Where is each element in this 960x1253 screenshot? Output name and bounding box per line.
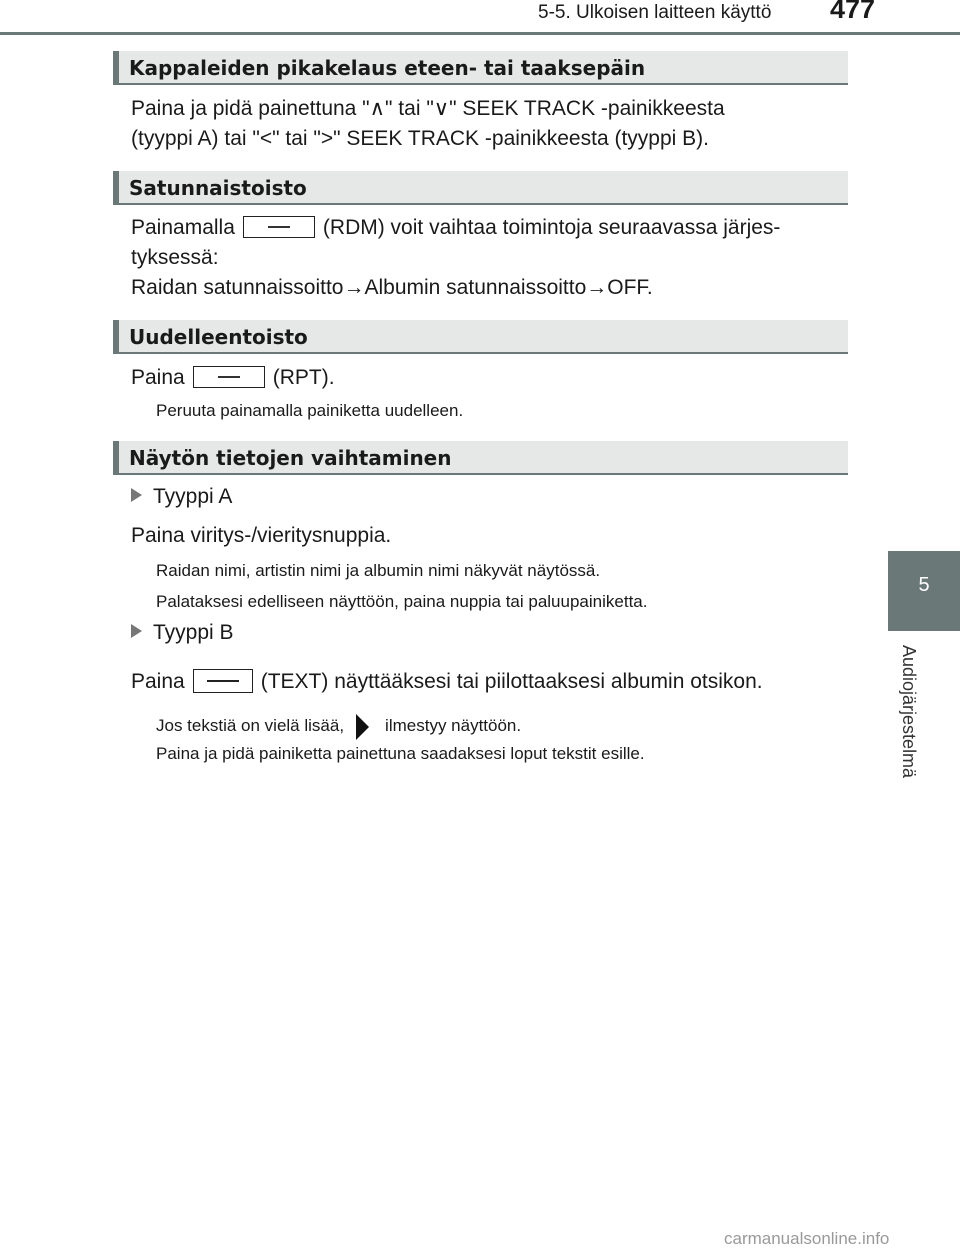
type-a-label [131,485,232,509]
section-heading-text: Näytön tietojen vaihtaminen [129,446,452,470]
paragraph-random-line2: tyksessä: [131,246,219,269]
section-heading-text: Kappaleiden pikakelaus eteen- tai taaksepäin [129,56,646,80]
text-fragment: Tyyppi A [153,485,233,508]
section-heading-fast-forward [113,51,848,85]
paragraph-seek-line1: Paina ja pidä painettuna "∧" tai "∨" SEEK TRACK -painikkeesta [131,97,725,120]
text-fragment: ilmestyy näyttöön. [385,716,522,735]
rdm-button-icon [243,216,315,238]
more-text-arrow-icon [356,714,369,740]
rpt-button-icon [193,366,265,388]
text-fragment: (RDM) voit vaihtaa toimintoja seuraavassa järjes- [322,216,781,239]
text-fragment: Tyyppi B [153,621,234,644]
text-fragment: Painamalla [131,216,235,239]
chapter-tab-label: Audiojärjestelmä [899,645,919,779]
page-number: 477 [830,0,876,24]
note-type-a-1: Raidan nimi, artistin nimi ja albumin nimi näkyvät näytössä. [156,561,601,580]
text-fragment: (RPT). [272,366,335,389]
section-heading-display-info [113,441,848,475]
paragraph-type-a: Paina viritys-/vieritysnuppia. [131,524,392,547]
header-divider [0,32,960,35]
paragraph-repeat [131,363,841,393]
triangle-bullet-icon [131,624,142,638]
text-fragment: Paina [131,366,185,389]
type-b-label [131,621,234,645]
chapter-title: 5-5. Ulkoisen laitteen käyttö [538,2,772,23]
text-fragment: (TEXT) näyttääksesi tai piilottaaksesi albumin otsikon. [260,670,763,693]
text-button-icon [193,669,253,693]
paragraph-seek-line2: (tyyppi A) tai "<" tai ">" SEEK TRACK -painikkeesta (tyyppi B). [131,127,709,150]
note-repeat: Peruuta painamalla painiketta uudelleen. [156,401,464,420]
note-type-b-2: Paina ja pidä painiketta painettuna saadaksesi loput tekstit esille. [156,744,645,763]
text-fragment: Jos tekstiä on vielä lisää, [156,716,345,735]
watermark: carmanualsonline.info [724,1229,890,1248]
section-heading-text: Uudelleentoisto [129,325,308,349]
section-heading-repeat [113,320,848,354]
note-type-b-1 [156,712,846,740]
section-heading-text: Satunnaistoisto [129,176,307,200]
paragraph-type-b [131,667,851,697]
paragraph-random-line1 [131,213,841,243]
paragraph-random-line3: Raidan satunnaissoitto→Albumin satunnaissoitto→OFF. [131,276,653,299]
chapter-tab-number: 5 [918,574,930,596]
note-type-a-2: Palataksesi edelliseen näyttöön, paina nuppia tai paluupainiketta. [156,592,648,611]
text-fragment: Paina [131,670,185,693]
section-heading-random [113,171,848,205]
triangle-bullet-icon [131,488,142,502]
